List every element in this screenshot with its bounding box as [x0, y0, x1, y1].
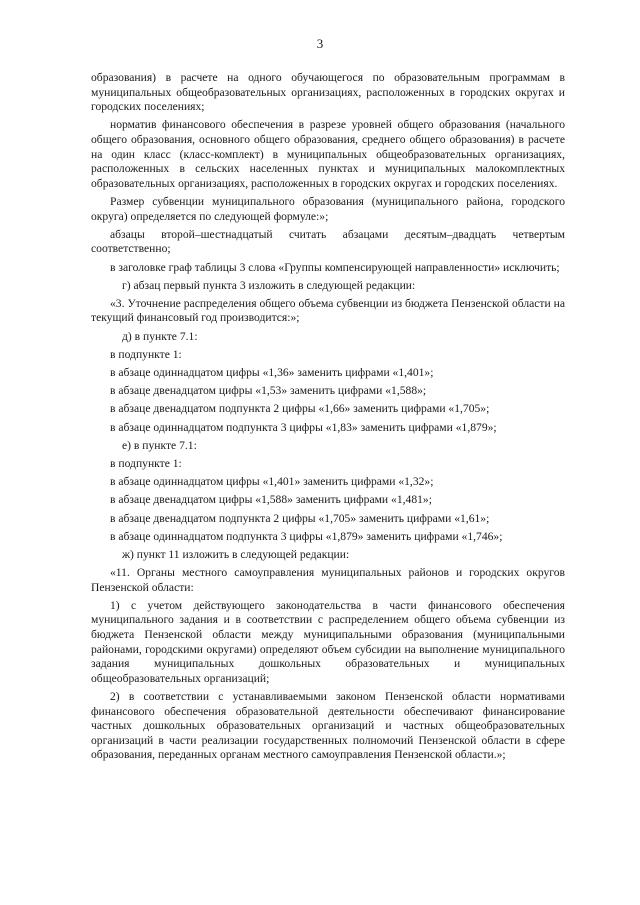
- paragraph: 1) с учетом действующего законодательства в части финансового обеспечения муниципального задания и в соответствии с распределением общего объема субвенции из бюджета Пензенской области между муниципальными образования (муниципальными районами, городскими округами) определяют объем субсидии на выполнение муниципального задания муниципальных дошкольных образовательных и муниципальных общеобразовательных организаций;: [91, 598, 565, 685]
- paragraph: абзацы второй–шестнадцатый считать абзацами десятым–двадцать четвертым соответственно;: [91, 227, 565, 256]
- page-number: 3: [316, 36, 324, 51]
- document-body: [91, 71, 565, 767]
- paragraph: д) в пункте 7.1:: [122, 329, 198, 343]
- paragraph: Размер субвенции муниципального образования (муниципального района, городского округа) определяется по следующей формуле:»;: [91, 194, 565, 223]
- paragraph: г) абзац первый пункта 3 изложить в следующей редакции:: [122, 278, 416, 292]
- paragraph: в абзаце одиннадцатом подпункта 3 цифры «1,83» заменить цифрами «1,879»;: [110, 420, 497, 434]
- paragraph: в абзаце одиннадцатом цифры «1,36» заменить цифрами «1,401»;: [110, 366, 434, 380]
- paragraph: в абзаце двенадцатом подпункта 2 цифры «1,705» заменить цифрами «1,61»;: [110, 511, 490, 525]
- paragraph: е) в пункте 7.1:: [122, 438, 197, 452]
- paragraph: в абзаце одиннадцатом подпункта 3 цифры «1,879» заменить цифрами «1,746»;: [110, 529, 503, 543]
- paragraph: в абзаце одиннадцатом цифры «1,401» заменить цифрами «1,32»;: [110, 475, 434, 489]
- paragraph: в абзаце двенадцатом цифры «1,588» заменить цифрами «1,481»;: [110, 493, 432, 507]
- paragraph: в абзаце двенадцатом цифры «1,53» заменить цифрами «1,588»;: [110, 384, 427, 398]
- paragraph: в подпункте 1:: [110, 456, 182, 470]
- paragraph: в заголовке граф таблицы 3 слова «Группы компенсирующей направленности» исключить;: [110, 260, 560, 274]
- paragraph: 2) в соответствии с устанавливаемыми законом Пензенской области нормативами финансового обеспечения образовательной деятельности обеспечивают финансирование частных дошкольных образовательных организаций и частных общеобразовательных организаций в части реализации государственных полномочий Пензенской области в сфере образования, переданных органам местного самоуправления Пензенской области.»;: [91, 690, 565, 762]
- paragraph: образования) в расчете на одного обучающегося по образовательным программам в муниципальных общеобразовательных организациях, расположенных в городских округах и городских поселениях;: [91, 71, 565, 114]
- paragraph: ж) пункт 11 изложить в следующей редакции:: [122, 547, 350, 561]
- paragraph: в подпункте 1:: [110, 347, 182, 361]
- paragraph: «3. Уточнение распределения общего объема субвенции из бюджета Пензенской области на текущий финансовый год производится:»;: [91, 296, 565, 325]
- paragraph: норматив финансового обеспечения в разрезе уровней общего образования (начального общего образования, основного общего образования, среднего общего образования) в расчете на один класс (класс-комплект) в муниципальных общеобразовательных организациях, расположенных в сельских населенных пунктах и муниципальных малокомплектных образовательных организациях, расположенных в городских округах и городских поселениях.: [91, 118, 565, 190]
- paragraph: в абзаце двенадцатом подпункта 2 цифры «1,66» заменить цифрами «1,705»;: [110, 402, 490, 416]
- paragraph: «11. Органы местного самоуправления муниципальных районов и городских округов Пензенской области:: [91, 566, 565, 594]
